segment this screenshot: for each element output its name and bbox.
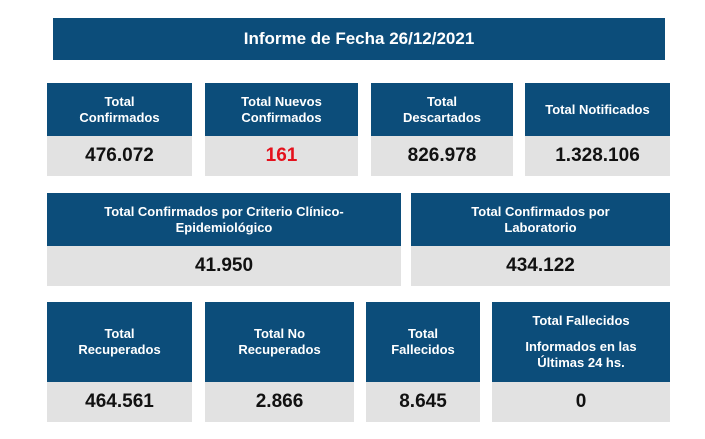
stat-label-line: Total <box>407 326 439 341</box>
stat-value: 41.950 <box>47 246 401 286</box>
stat-label-line: Total Confirmados por <box>471 203 610 219</box>
stat-label-line: Recuperados <box>238 342 321 357</box>
stat-label-line: Total Notificados <box>545 101 650 117</box>
stat-label-line: Total Fallecidos <box>532 313 630 328</box>
report-title: Informe de Fecha 26/12/2021 <box>243 29 475 48</box>
stat-card-total-fallecidos <box>366 302 480 422</box>
stat-value: 826.978 <box>371 136 513 176</box>
stat-label <box>525 83 670 136</box>
stat-card-total-notificados <box>525 83 670 176</box>
stat-value: 8.645 <box>366 382 480 422</box>
stat-card-total-confirmados <box>47 83 192 176</box>
stat-card-fallecidos-ultimas-24hs <box>492 302 670 422</box>
stat-label-line: Descartados <box>402 109 482 125</box>
stat-label-line: Confirmados <box>79 109 160 125</box>
stat-card-total-no-recuperados <box>205 302 354 422</box>
stat-label <box>371 83 513 136</box>
stat-label-line: Fallecidos <box>391 342 455 357</box>
stat-label-line: Total No <box>253 326 306 341</box>
stat-card-total-descartados <box>371 83 513 176</box>
stat-label-line: Total <box>104 326 135 341</box>
stat-value: 434.122 <box>411 246 670 286</box>
stat-label-line: Últimas 24 hs. <box>537 355 625 370</box>
stat-value: 2.866 <box>205 382 354 422</box>
stat-label <box>366 302 480 382</box>
stat-value: 464.561 <box>47 382 192 422</box>
stat-value: 161 <box>205 136 358 176</box>
stat-card-total-nuevos-confirmados <box>205 83 358 176</box>
stat-label-line: Total <box>426 93 458 109</box>
stat-label <box>205 302 354 382</box>
stat-label <box>492 302 670 382</box>
stat-label-line: Total <box>104 93 135 109</box>
stat-label <box>205 83 358 136</box>
stat-label <box>411 193 670 246</box>
stat-label-line: Laboratorio <box>504 219 577 235</box>
stat-label <box>47 193 401 246</box>
stat-value: 0 <box>492 382 670 422</box>
stat-value: 1.328.106 <box>525 136 670 176</box>
stat-label-line: Total Nuevos <box>241 93 322 109</box>
stat-label-line: Informados en las <box>525 339 637 354</box>
stat-card-total-recuperados <box>47 302 192 422</box>
stat-label-line: Epidemiológico <box>175 219 273 235</box>
stat-value: 476.072 <box>47 136 192 176</box>
report-title-banner <box>53 18 665 60</box>
stat-label-line: Total Confirmados por Criterio Clínico- <box>104 203 344 219</box>
stat-card-confirmados-laboratorio <box>411 193 670 286</box>
stat-label <box>47 83 192 136</box>
stat-label <box>47 302 192 382</box>
stat-label-line: Recuperados <box>78 342 161 357</box>
stat-label-line: Confirmados <box>241 109 322 125</box>
stat-card-confirmados-criterio-clinico <box>47 193 401 286</box>
